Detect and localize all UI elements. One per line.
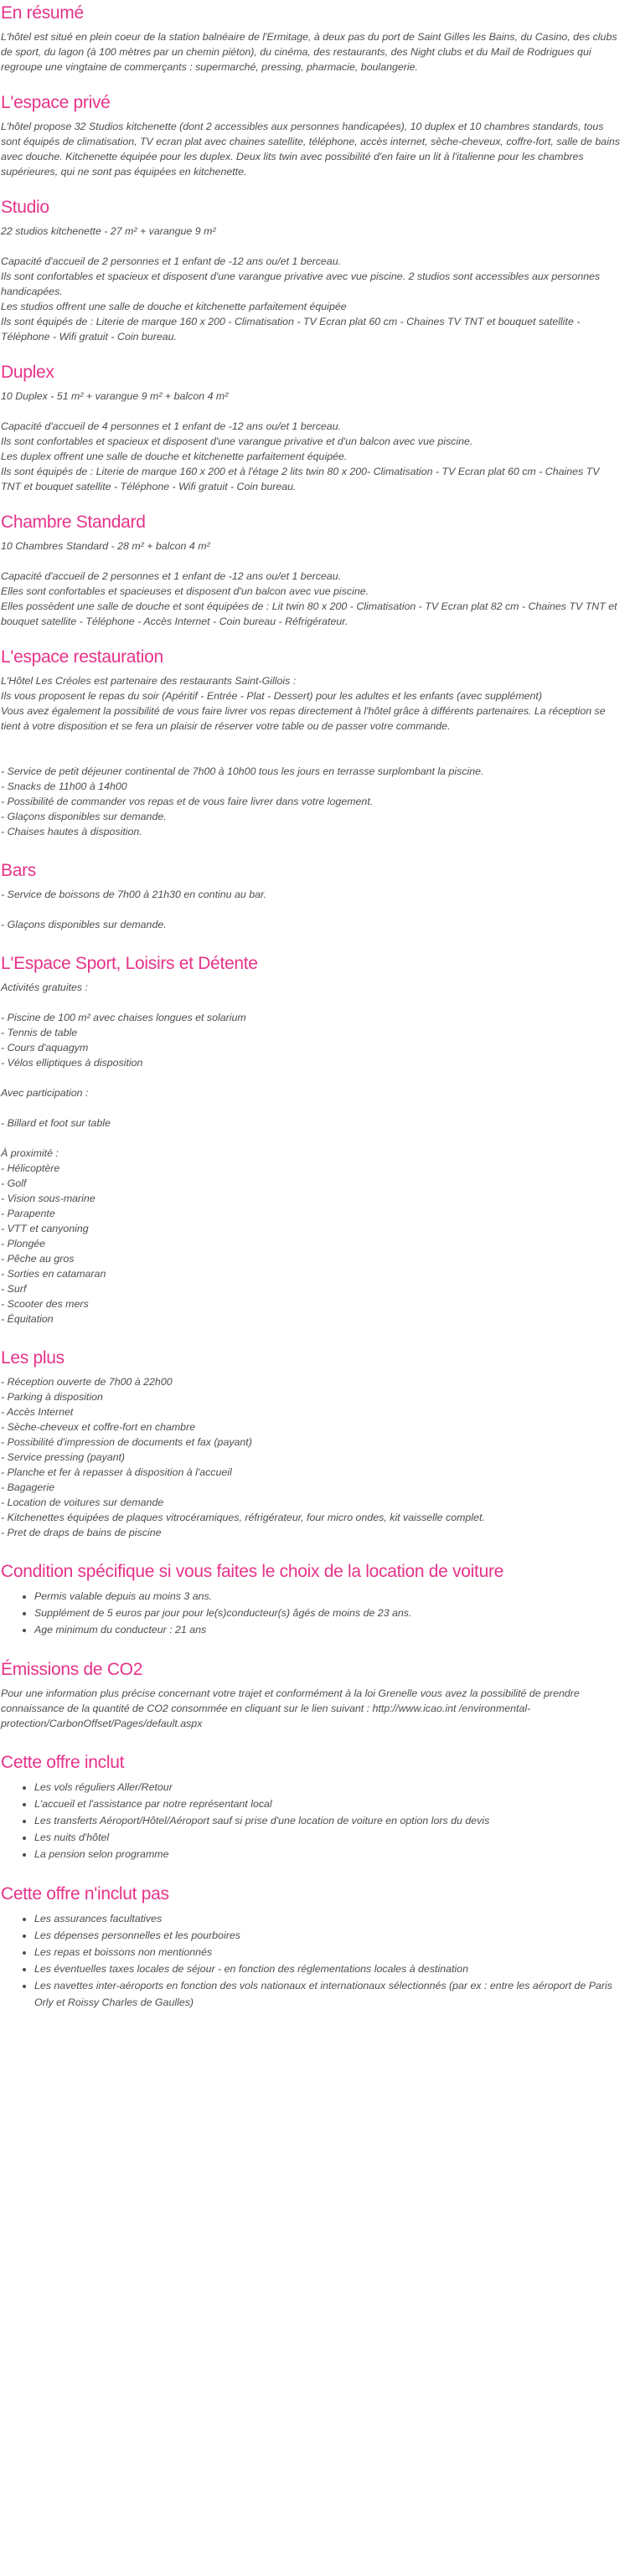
section-sport — [1, 952, 622, 1327]
restaurant-text: L'Hôtel Les Créoles est partenaire des restaurants Saint-Gillois : Ils vous proposent le repas du soir (Apéritif - Entrée - Plat - Dessert) pour les adultes et les enfants (avec supplément) Vous avez également la possibilité de vous faire livrer vos repas directement à l'hôtel grâce à différents partenaires. La réception se tient à votre disposition et se fera un plaisir de réserver votre table ou de passer votre commande. — [1, 675, 606, 732]
section-private-space — [1, 91, 622, 179]
list-item: • L'accueil et l'assistance par notre représentant local — [34, 1795, 622, 1812]
bars-title: Bars — [1, 861, 36, 880]
studio-line: Les studios offrent une salle de douche et kitchenette parfaitement équipée — [1, 301, 347, 312]
standard-room-line: Elles possèdent une salle de douche et sont équipées de : Lit twin 80 x 200 - Climatisation - TV Ecran plat 82 cm - Chaines TV TNT et bouquet satellite - Téléphone - Accès Internet - Coin bureau - Réfrigérateur. — [1, 600, 617, 627]
section-included — [1, 1751, 622, 1862]
restaurant-item: - Snacks de 11h00 à 14h00 — [1, 781, 127, 792]
section-summary — [1, 0, 622, 75]
sport-near-item: - Sorties en catamaran — [1, 1268, 106, 1280]
standard-room-subtitle: 10 Chambres Standard - 28 m² + balcon 4 m² — [1, 540, 210, 552]
sport-near-item: - Scooter des mers — [1, 1298, 89, 1310]
bars-line: - Glaçons disponibles sur demande. — [1, 919, 167, 930]
sport-near-item: - Équitation — [1, 1313, 54, 1325]
restaurant-item: - Possibilité de commander vos repas et de vous faire livrer dans votre logement. — [1, 796, 374, 807]
sport-free-label: Activités gratuites : — [1, 981, 88, 993]
extras-item: - Location de voitures sur demande — [1, 1497, 164, 1508]
list-item: • Age minimum du conducteur : 21 ans — [34, 1621, 622, 1638]
sport-paid-item: - Billard et foot sur table — [1, 1117, 111, 1129]
section-studio — [1, 196, 622, 344]
restaurant-item: - Glaçons disponibles sur demande. — [1, 811, 167, 822]
private-space-title: L'espace privé — [1, 93, 111, 112]
extras-item: - Sèche-cheveux et coffre-fort en chambre — [1, 1421, 196, 1433]
extras-item: - Parking à disposition — [1, 1391, 103, 1403]
extras-item: - Service pressing (payant) — [1, 1451, 126, 1463]
duplex-line: Les duplex offrent une salle de douche et kitchenette parfaitement équipée. — [1, 451, 348, 462]
studio-title: Studio — [1, 198, 49, 217]
sport-title: L'Espace Sport, Loisirs et Détente — [1, 954, 258, 973]
co2-text: Pour une information plus précise concernant votre trajet et conformément à la loi Grenelle vous avez la possibilité de prendre connaissance de la quantité de CO2 consommée en cliquant sur le lien suivant : http://www.icao.int /environmental-protection/CarbonOffset/Pages/default.aspx — [1, 1687, 580, 1729]
section-bars — [1, 859, 622, 932]
sport-near-item: - Hélicoptère — [1, 1162, 60, 1174]
extras-item: - Réception ouverte de 7h00 à 22h00 — [1, 1376, 173, 1388]
sport-paid-label: Avec participation : — [1, 1087, 89, 1099]
extras-title: Les plus — [1, 1348, 65, 1368]
standard-room-title: Chambre Standard — [1, 513, 146, 532]
section-standard-room — [1, 511, 622, 629]
sport-free-item: - Vélos elliptiques à disposition — [1, 1057, 143, 1069]
not-included-title: Cette offre n'inclut pas — [1, 1884, 169, 1904]
extras-item: - Bagagerie — [1, 1481, 55, 1493]
list-item: • Supplément de 5 euros par jour pour le(s)conducteur(s) âgés de moins de 23 ans. — [34, 1605, 622, 1621]
list-item: • Les transferts Aéroport/Hôtel/Aéroport sauf si prise d'une location de voiture en option lors du devis — [34, 1812, 622, 1829]
list-item: • Les vols réguliers Aller/Retour — [34, 1779, 622, 1795]
private-space-text: L'hôtel propose 32 Studios kitchenette (dont 2 accessibles aux personnes handicapées), 10 duplex et 10 chambres standards, tous sont équipés de climatisation, TV ecran plat avec chaines satellite, téléphone, accès internet, sèche-cheveux, coffre-fort, salle de bains avec douche. Kitchenette équipée pour les duplex. Deux lits twin avec possibilité d'en faire un lit à l'italienne pour les chambres supérieures, qui ne sont pas équipées en kitchenette. — [1, 121, 621, 178]
extras-item: - Planche et fer à repasser à disposition à l'accueil — [1, 1466, 232, 1478]
duplex-line: Capacité d'accueil de 4 personnes et 1 enfant de -12 ans ou/et 1 berceau. — [1, 420, 342, 432]
sport-near-item: - Golf — [1, 1177, 27, 1189]
list-item: • Les nuits d'hôtel — [34, 1829, 622, 1846]
section-restaurant — [1, 646, 622, 839]
list-item: • Les dépenses personnelles et les pourboires — [34, 1927, 622, 1944]
list-item: • Les éventuelles taxes locales de séjour - en fonction des réglementations locales à destination — [34, 1960, 622, 1977]
standard-room-line: Elles sont confortables et spacieuses et disposent d'un balcon avec vue piscine. — [1, 585, 369, 597]
extras-item: - Kitchenettes équipées de plaques vitrocéramiques, réfrigérateur, four micro ondes, kit vaisselle complet. — [1, 1512, 485, 1523]
sport-near-item: - VTT et canyoning — [1, 1223, 89, 1234]
restaurant-title: L'espace restauration — [1, 647, 163, 667]
list-item: • Les navettes inter-aéroports en fonction des vols nationaux et internationaux sélectionnés (par ex : entre les aéroport de Paris Orly et Roissy Charles de Gaulles) — [34, 1977, 622, 2011]
extras-item: - Accès Internet — [1, 1406, 74, 1418]
summary-title: En résumé — [1, 3, 84, 23]
list-item: • La pension selon programme — [34, 1846, 622, 1862]
section-car-rental-condition — [1, 1560, 622, 1638]
duplex-line: Ils sont équipés de : Literie de marque 160 x 200 et à l'étage 2 lits twin 80 x 200- Climatisation - TV Ecran plat 60 cm - Chaines TV TNT et bouquet satellite - Téléphone - Wifi gratuit - Coin bureau. — [1, 466, 600, 492]
duplex-subtitle: 10 Duplex - 51 m² + varangue 9 m² + balcon 4 m² — [1, 390, 229, 402]
sport-free-item: - Tennis de table — [1, 1027, 78, 1038]
extras-item: - Pret de draps de bains de piscine — [1, 1527, 162, 1538]
restaurant-item: - Service de petit déjeuner continental de 7h00 à 10h00 tous les jours en terrasse surplombant la piscine. — [1, 765, 484, 777]
section-not-included — [1, 1883, 622, 2011]
sport-near-item: - Parapente — [1, 1208, 55, 1219]
not-included-list — [1, 1910, 622, 2011]
sport-free-item: - Piscine de 100 m² avec chaises longues et solarium — [1, 1012, 246, 1023]
section-extras — [1, 1347, 622, 1540]
co2-title: Émissions de CO2 — [1, 1660, 143, 1679]
included-title: Cette offre inclut — [1, 1753, 125, 1772]
studio-line: Ils sont confortables et spacieux et disposent d'une varangue privative avec vue piscine. 2 studios sont accessibles aux personnes handicapées. — [1, 270, 601, 297]
bars-line: - Service de boissons de 7h00 à 21h30 en continu au bar. — [1, 889, 267, 900]
list-item: • Les repas et boissons non mentionnés — [34, 1944, 622, 1960]
sport-near-item: - Vision sous-marine — [1, 1193, 96, 1204]
sport-near-item: - Plongée — [1, 1238, 46, 1249]
sport-near-item: - Surf — [1, 1283, 27, 1295]
duplex-line: Ils sont confortables et spacieux et disposent d'une varangue privative et d'un balcon avec vue piscine. — [1, 435, 473, 447]
sport-free-item: - Cours d'aquagym — [1, 1042, 89, 1054]
section-co2 — [1, 1658, 622, 1731]
section-duplex — [1, 361, 622, 494]
summary-text: L'hôtel est situé en plein coeur de la station balnéaire de l'Ermitage, à deux pas du port de Saint Gilles les Bains, du Casino, des clubs de sport, du lagon (à 100 mètres par un chemin piéton), du cinéma, des restaurants, des Night clubs et du Mail de Rodrigues qui regroupe une vingtaine de commerçants : supermarché, pressing, pharmacie, boulangerie. — [1, 31, 617, 73]
list-item: • Permis valable depuis au moins 3 ans. — [34, 1588, 622, 1605]
studio-subtitle: 22 studios kitchenette - 27 m² + varangue 9 m² — [1, 225, 216, 237]
extras-item: - Possibilité d'impression de documents et fax (payant) — [1, 1436, 252, 1448]
list-item: • Les assurances facultatives — [34, 1910, 622, 1927]
car-rental-condition-title: Condition spécifique si vous faites le choix de la location de voiture — [1, 1562, 504, 1581]
restaurant-item: - Chaises hautes à disposition. — [1, 826, 142, 837]
sport-near-label: À proximité : — [1, 1147, 59, 1159]
studio-line: Ils sont équipés de : Literie de marque 160 x 200 - Climatisation - TV Ecran plat 60 cm - Chaines TV TNT et bouquet satellite - Téléphone - Wifi gratuit - Coin bureau. — [1, 316, 581, 343]
car-rental-condition-list — [1, 1588, 622, 1638]
sport-near-item: - Pêche au gros — [1, 1253, 75, 1265]
included-list — [1, 1779, 622, 1862]
duplex-title: Duplex — [1, 363, 54, 382]
standard-room-line: Capacité d'accueil de 2 personnes et 1 enfant de -12 ans ou/et 1 berceau. — [1, 570, 342, 582]
studio-line: Capacité d'accueil de 2 personnes et 1 enfant de -12 ans ou/et 1 berceau. — [1, 255, 342, 267]
